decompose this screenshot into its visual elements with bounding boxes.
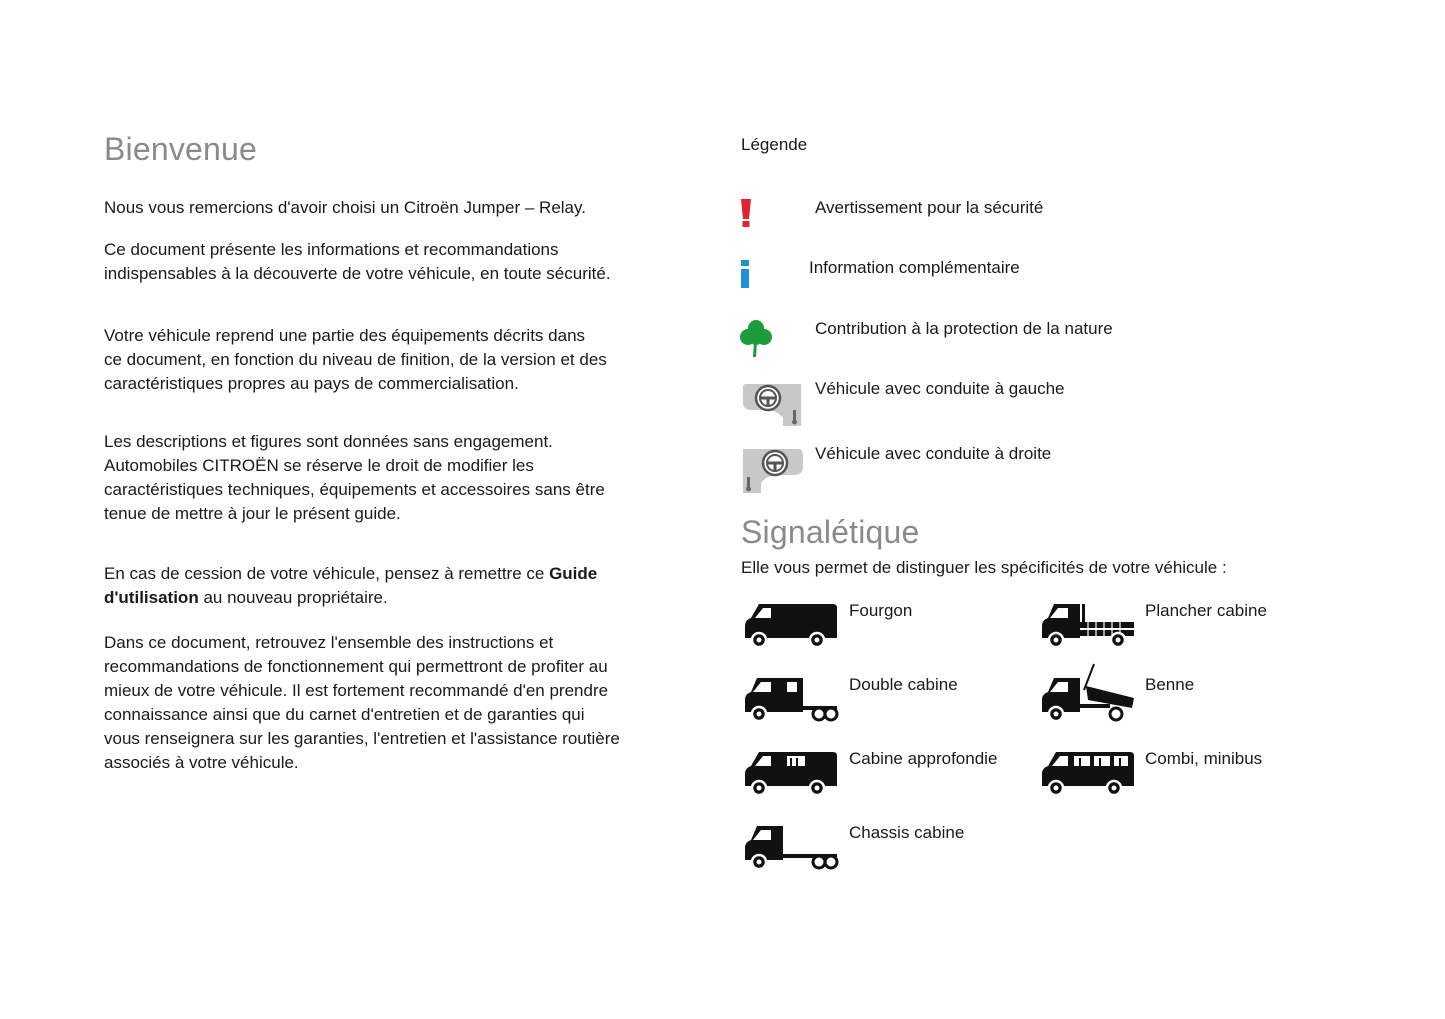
signaletique-subtitle: Elle vous permet de distinguer les spécificités de votre véhicule : [741, 558, 1227, 577]
left-hand-drive-icon [741, 380, 803, 430]
vehicle-label-fourgon: Fourgon [849, 601, 913, 620]
text-line: connaissance ainsi que du carnet d'entretien et de garanties qui [104, 705, 585, 724]
info-icon [739, 259, 753, 289]
guide-bold: Guide [549, 564, 598, 583]
text-line: Ce document présente les informations et recommandations [104, 240, 559, 259]
text-line: Automobiles CITROËN se réserve le droit de modifier les [104, 456, 534, 475]
disclaimer-paragraph [104, 430, 605, 526]
text-run: En cas de cession de votre véhicule, pensez à remettre ce [104, 564, 550, 583]
text-line: caractéristiques propres au pays de commercialisation. [104, 374, 519, 393]
signaletique-title: Signalétique [741, 514, 920, 550]
text-line: Les descriptions et figures sont données sans engagement. [104, 432, 553, 451]
chassis-cab-icon [741, 822, 839, 872]
tipper-truck-icon [1038, 660, 1136, 724]
text-line: indispensables à la découverte de votre véhicule, en toute sécurité. [104, 264, 611, 283]
vehicle-label-chassis-cabine: Chassis cabine [849, 823, 965, 842]
van-icon [741, 600, 839, 650]
legend-item-lhd: Véhicule avec conduite à gauche [815, 379, 1065, 398]
text-line: mieux de votre véhicule. Il est fortement recommandé d'en prendre [104, 681, 609, 700]
intro-paragraph: Nous vous remercions d'avoir choisi un Citroën Jumper – Relay. [104, 198, 586, 217]
legend-title: Légende [741, 135, 808, 154]
text-line [104, 562, 597, 586]
text-line: caractéristiques techniques, équipements et accessoires sans être [104, 480, 605, 499]
text-line: recommandations de fonctionnement qui permettront de profiter au [104, 657, 608, 676]
utilisation-bold: d'utilisation [104, 588, 199, 607]
text-line: associés à votre véhicule. [104, 753, 299, 772]
clover-icon [739, 319, 773, 359]
vehicle-label-benne: Benne [1145, 675, 1195, 694]
vehicle-label-cabine-approfondie: Cabine approfondie [849, 749, 998, 768]
double-cab-icon [741, 674, 839, 724]
exclamation-icon [739, 199, 753, 229]
instructions-paragraph [104, 631, 620, 775]
legend-item-safety: Avertissement pour la sécurité [815, 198, 1044, 217]
extended-cab-van-icon [741, 748, 839, 798]
text-line: Dans ce document, retrouvez l'ensemble des instructions et [104, 633, 554, 652]
transfer-paragraph [104, 562, 597, 610]
right-hand-drive-icon [741, 445, 803, 495]
text-line: Votre véhicule reprend une partie des équipements décrits dans [104, 326, 586, 345]
page-title: Bienvenue [104, 131, 258, 167]
document-paragraph [104, 238, 611, 286]
vehicle-label-combi-minibus: Combi, minibus [1145, 749, 1263, 768]
minibus-icon [1038, 748, 1136, 798]
text-line: vous renseignera sur les garanties, l'entretien et l'assistance routière [104, 729, 620, 748]
equipment-paragraph [104, 324, 607, 396]
vehicle-label-double-cabine: Double cabine [849, 675, 958, 694]
text-run: au nouveau propriétaire. [198, 588, 388, 607]
legend-item-nature: Contribution à la protection de la nature [815, 319, 1113, 338]
text-line: tenue de mettre à jour le présent guide. [104, 504, 401, 523]
flatbed-truck-icon [1038, 600, 1136, 650]
legend-item-info: Information complémentaire [809, 258, 1020, 277]
text-line: ce document, en fonction du niveau de finition, de la version et des [104, 350, 607, 369]
text-line [104, 586, 597, 610]
legend-item-rhd: Véhicule avec conduite à droite [815, 444, 1052, 463]
vehicle-label-plancher-cabine: Plancher cabine [1145, 601, 1267, 620]
